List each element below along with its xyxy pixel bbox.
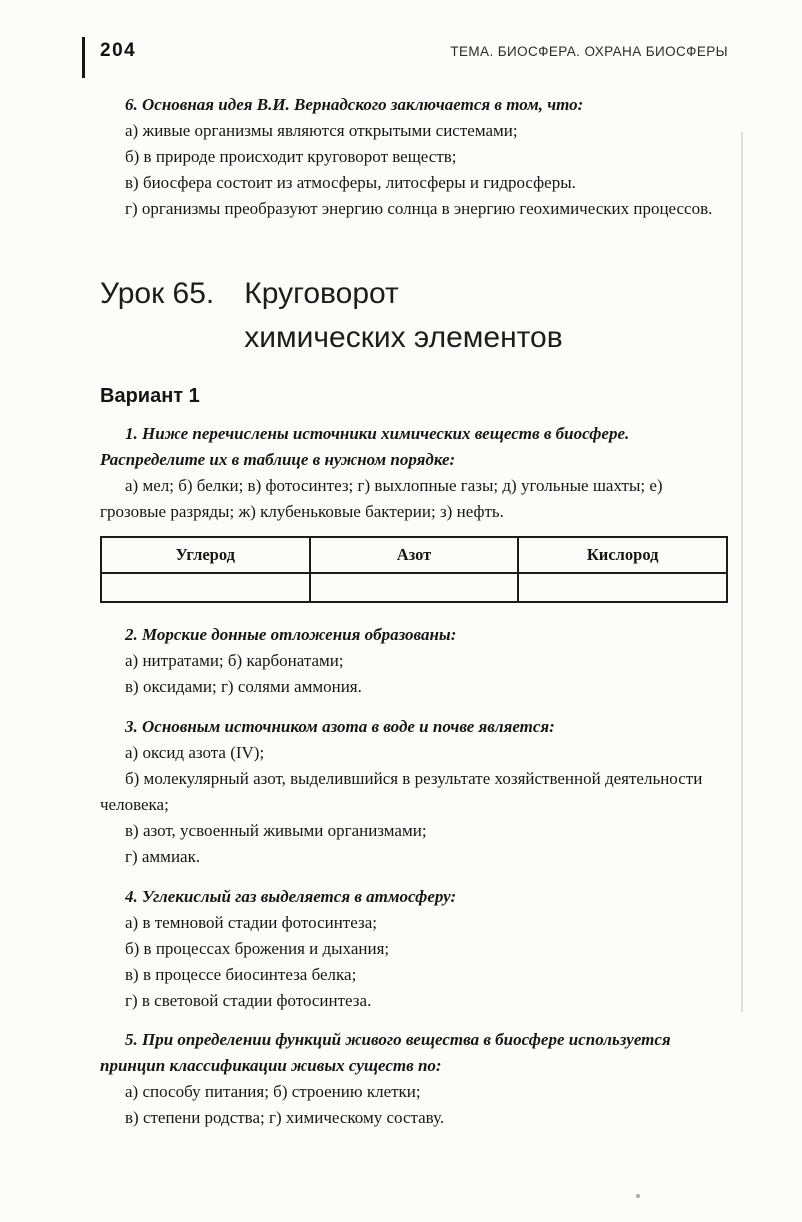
- question-6-prompt: 6. Основная идея В.И. Вернадского заключается в том, что:: [125, 95, 584, 114]
- question-3-option-a: а) оксид азота (IV);: [125, 743, 265, 762]
- table-header-row: [101, 537, 727, 573]
- page-number: 204: [100, 40, 137, 61]
- table-header-carbon: Углерод: [101, 537, 310, 573]
- variant-heading: Вариант 1: [100, 385, 200, 407]
- question-6: [100, 92, 728, 222]
- question-3-option-v: в) азот, усвоенный живыми организмами;: [125, 821, 427, 840]
- question-5-prompt: 5. При определении функций живого вещества в биосфере используется принцип классификации живых существ по:: [100, 1030, 671, 1075]
- elements-table: [100, 536, 728, 603]
- question-4-prompt: 4. Углекислый газ выделяется в атмосферу:: [125, 887, 457, 906]
- question-4-option-g: г) в световой стадии фотосинтеза.: [125, 991, 372, 1010]
- page-header: [100, 40, 728, 62]
- lesson-title-line1: Круговорот: [244, 277, 399, 310]
- question-5-options-ab: а) способу питания; б) строению клетки;: [125, 1082, 421, 1101]
- question-6-option-g: г) организмы преобразуют энергию солнца в энергию геохимических процессов.: [125, 199, 713, 218]
- question-5-options-vg: в) степени родства; г) химическому составу.: [125, 1108, 445, 1127]
- question-6-option-v: в) биосфера состоит из атмосферы, литосферы и гидросферы.: [125, 173, 576, 192]
- table-header-nitrogen: Азот: [310, 537, 519, 573]
- question-1-prompt: 1. Ниже перечислены источники химических веществ в биосфере. Распределите их в таблице в нужном порядке:: [100, 424, 630, 469]
- table-header-oxygen: Кислород: [518, 537, 727, 573]
- lesson-title: [100, 272, 728, 360]
- lesson-title-line2: химических элементов: [244, 321, 563, 354]
- lesson-number: Урок 65.: [100, 277, 215, 310]
- question-6-option-b: б) в природе происходит круговорот веществ;: [125, 147, 457, 166]
- question-4-option-v: в) в процессе биосинтеза белка;: [125, 965, 357, 984]
- question-2-prompt: 2. Морские донные отложения образованы:: [125, 625, 457, 644]
- question-3-prompt: 3. Основным источником азота в воде и почве является:: [125, 717, 555, 736]
- question-1-options: а) мел; б) белки; в) фотосинтез; г) выхлопные газы; д) угольные шахты; е) грозовые разряды; ж) клубеньковые бактерии; з) нефть.: [100, 476, 663, 521]
- question-4-option-a: а) в темновой стадии фотосинтеза;: [125, 913, 377, 932]
- table-cell-oxygen: [518, 573, 727, 602]
- lesson-title-lines: [244, 272, 562, 360]
- question-4-option-b: б) в процессах брожения и дыхания;: [125, 939, 390, 958]
- question-3-option-b: б) молекулярный азот, выделившийся в результате хозяйственной деятельности человека;: [100, 769, 703, 814]
- table-cell-nitrogen: [310, 573, 519, 602]
- question-1: [100, 421, 728, 525]
- running-title: ТЕМА. БИОСФЕРА. ОХРАНА БИОСФЕРЫ: [450, 44, 728, 59]
- question-2-options-ab: а) нитратами; б) карбонатами;: [125, 651, 344, 670]
- question-2: [100, 622, 728, 700]
- table-cell-carbon: [101, 573, 310, 602]
- table-row: [101, 573, 727, 602]
- question-2-options-vg: в) оксидами; г) солями аммония.: [125, 677, 362, 696]
- question-4: [100, 884, 728, 1014]
- question-6-option-a: а) живые организмы являются открытыми системами;: [125, 121, 518, 140]
- question-3: [100, 714, 728, 870]
- question-3-option-g: г) аммиак.: [125, 847, 201, 866]
- question-5: [100, 1027, 728, 1131]
